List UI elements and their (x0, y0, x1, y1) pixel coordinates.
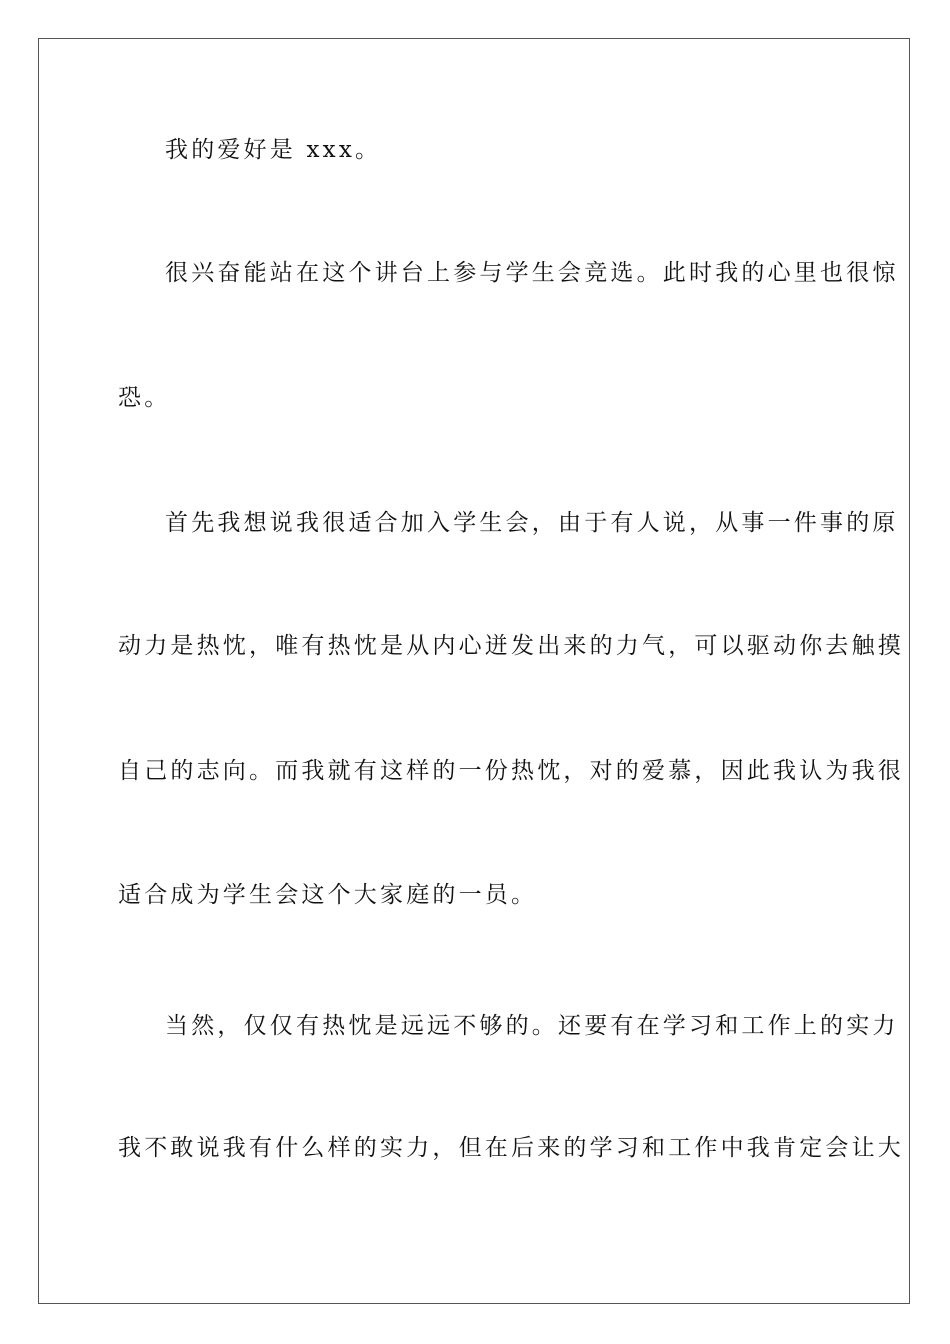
paragraph-suitability-line: 首先我想说我很适合加入学生会，由于有人说，从事一件事的原 (165, 510, 899, 536)
paragraph-hobby: 我的爱好是 xxx。 (165, 137, 382, 163)
paragraph-ability-line: 当然，仅仅有热忱是远远不够的。还要有在学习和工作上的实力 (165, 1013, 899, 1039)
paragraph-suitability-line: 自己的志向。而我就有这样的一份热忱，对的爱慕，因此我认为我很 (118, 758, 904, 784)
paragraph-intro-line: 很兴奋能站在这个讲台上参与学生会竞选。此时我的心里也很惊 (165, 260, 899, 286)
page-frame (38, 38, 910, 1304)
paragraph-ability-line: 我不敢说我有什么样的实力，但在后来的学习和工作中我肯定会让大 (118, 1135, 904, 1161)
paragraph-intro-line: 恐。 (118, 385, 171, 411)
paragraph-suitability-line: 动力是热忱，唯有热忱是从内心迸发出来的力气，可以驱动你去触摸 (118, 633, 904, 659)
paragraph-suitability-line: 适合成为学生会这个大家庭的一员。 (118, 882, 538, 908)
